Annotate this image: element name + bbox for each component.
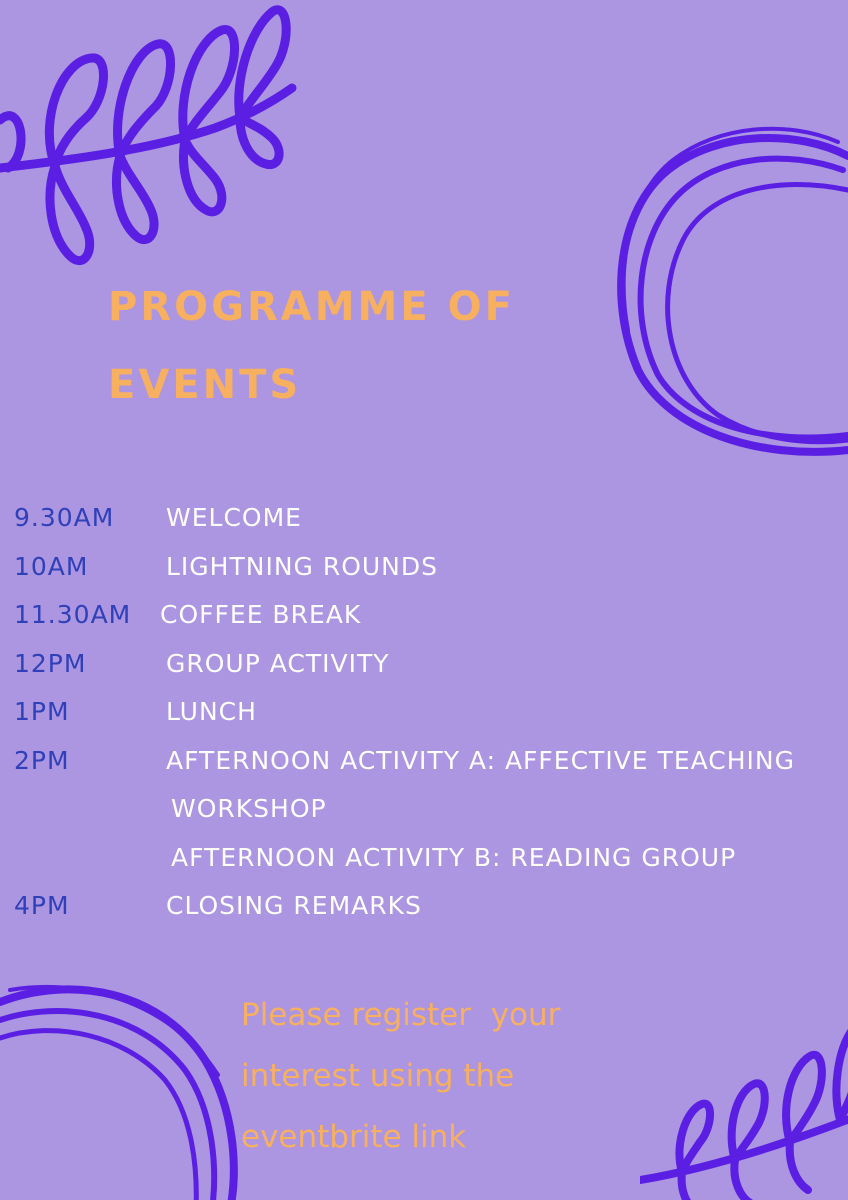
title-line-2: EVENTS (108, 362, 302, 408)
schedule-event: WELCOME (166, 503, 302, 532)
schedule-list (14, 494, 834, 931)
schedule-time: 10AM (14, 551, 89, 581)
fern-doodle-icon (0, 0, 320, 280)
schedule-event: LUNCH (166, 697, 257, 726)
schedule-row-continuation (14, 785, 834, 834)
circle-scribble-icon (598, 100, 848, 480)
schedule-event: COFFEE BREAK (160, 600, 362, 629)
fern-doodle-icon (640, 1020, 848, 1200)
title-line-1: PROGRAMME OF (108, 284, 515, 330)
schedule-time: 12PM (14, 648, 87, 678)
schedule-row (14, 737, 834, 786)
schedule-event: LIGHTNING ROUNDS (166, 551, 439, 581)
schedule-event: AFTERNOON ACTIVITY A: AFFECTIVE TEACHING (166, 745, 795, 775)
schedule-time: 1PM (14, 697, 70, 726)
schedule-event: CLOSING REMARKS (166, 891, 422, 920)
schedule-row (14, 494, 834, 543)
circle-scribble-icon (0, 980, 250, 1200)
cta-line-2: interest using the (241, 1058, 515, 1094)
schedule-row (14, 640, 834, 689)
schedule-time: 11.30AM (14, 600, 132, 629)
schedule-row (14, 591, 834, 640)
registration-note (241, 985, 661, 1168)
cta-line-1: Please register your (241, 997, 561, 1033)
schedule-event: AFTERNOON ACTIVITY B: READING GROUP (171, 842, 737, 872)
schedule-row (14, 688, 834, 737)
schedule-row (14, 543, 834, 592)
schedule-time: 2PM (14, 745, 70, 775)
schedule-event: GROUP ACTIVITY (166, 648, 390, 678)
page-title (108, 268, 568, 424)
cta-line-3: eventbrite link (241, 1119, 467, 1155)
schedule-time: 9.30AM (14, 503, 115, 532)
schedule-event: WORKSHOP (171, 794, 327, 823)
schedule-row-continuation (14, 834, 834, 883)
schedule-time: 4PM (14, 891, 70, 920)
schedule-row (14, 882, 834, 931)
